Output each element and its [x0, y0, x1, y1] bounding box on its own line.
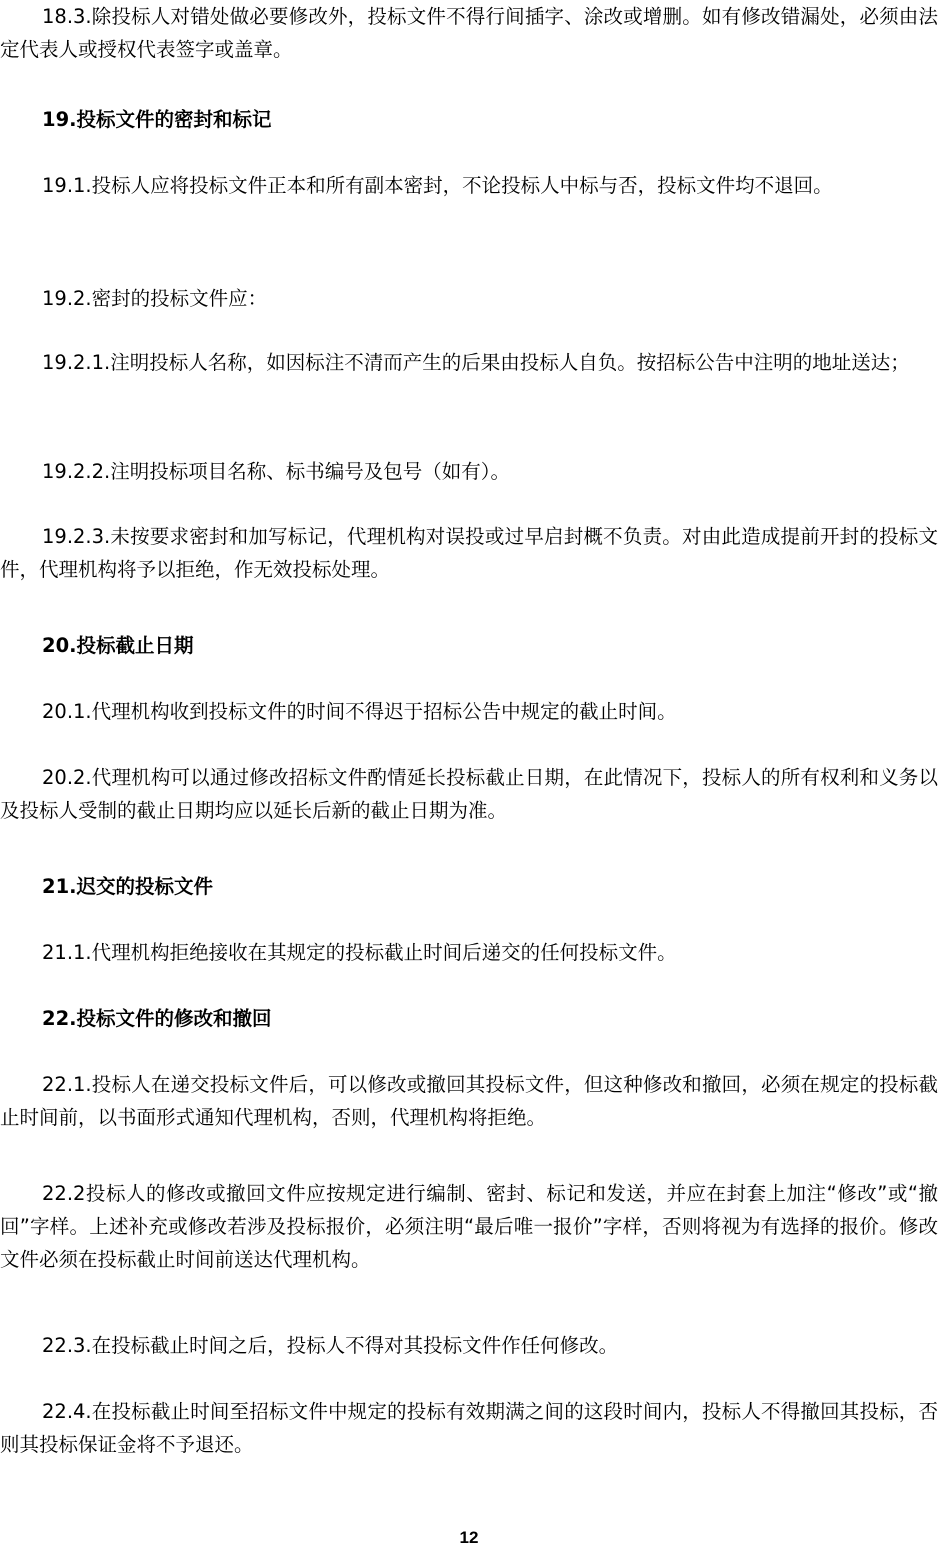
page-number: 12 [459, 1528, 479, 1547]
heading-22: 22.投标文件的修改和撤回 [42, 1007, 272, 1030]
paragraph-18-3: 18.3.除投标人对错处做必要修改外，投标文件不得行间插字、涂改或增删。如有修改错漏处，必须由法定代表人或授权代表签字或盖章。 [0, 5, 938, 61]
paragraph-22-1: 22.1.投标人在递交投标文件后，可以修改或撤回其投标文件，但这种修改和撤回，必须在规定的投标截止时间前，以书面形式通知代理机构，否则，代理机构将拒绝。 [0, 1073, 938, 1129]
paragraph-22-4: 22.4.在投标截止时间至招标文件中规定的投标有效期满之间的这段时间内，投标人不得撤回其投标，否则其投标保证金将不予退还。 [0, 1400, 938, 1456]
paragraph-20-2: 20.2.代理机构可以通过修改招标文件酌情延长投标截止日期，在此情况下，投标人的所有权利和义务以及投标人受制的截止日期均应以延长后新的截止日期为准。 [0, 766, 938, 822]
heading-19: 19.投标文件的密封和标记 [42, 108, 272, 131]
heading-21: 21.迟交的投标文件 [42, 875, 214, 898]
paragraph-20-1: 20.1.代理机构收到投标文件的时间不得迟于招标公告中规定的截止时间。 [42, 700, 677, 723]
paragraph-22-2: 22.2投标人的修改或撤回文件应按规定进行编制、密封、标记和发送，并应在封套上加注“修改”或“撤回”字样。上述补充或修改若涉及投标报价，必须注明“最后唯一报价”字样，否则将视为有选择的报价。修改文件必须在投标截止时间前送达代理机构。 [0, 1182, 938, 1271]
paragraph-19-2: 19.2.密封的投标文件应： [42, 287, 268, 310]
paragraph-19-2-3: 19.2.3.未按要求密封和加写标记，代理机构对误投或过早启封概不负责。对由此造成提前开封的投标文件，代理机构将予以拒绝，作无效投标处理。 [0, 525, 938, 581]
paragraph-19-2-2: 19.2.2.注明投标项目名称、标书编号及包号（如有）。 [42, 460, 510, 483]
paragraph-19-2-1: 19.2.1.注明投标人名称，如因标注不清而产生的后果由投标人自负。按招标公告中注明的地址送达； [42, 351, 910, 374]
heading-20: 20.投标截止日期 [42, 634, 194, 657]
paragraph-19-1: 19.1.投标人应将投标文件正本和所有副本密封，不论投标人中标与否，投标文件均不退回。 [42, 174, 833, 197]
paragraph-21-1: 21.1.代理机构拒绝接收在其规定的投标截止时间后递交的任何投标文件。 [42, 941, 677, 964]
paragraph-22-3: 22.3.在投标截止时间之后，投标人不得对其投标文件作任何修改。 [42, 1334, 619, 1357]
